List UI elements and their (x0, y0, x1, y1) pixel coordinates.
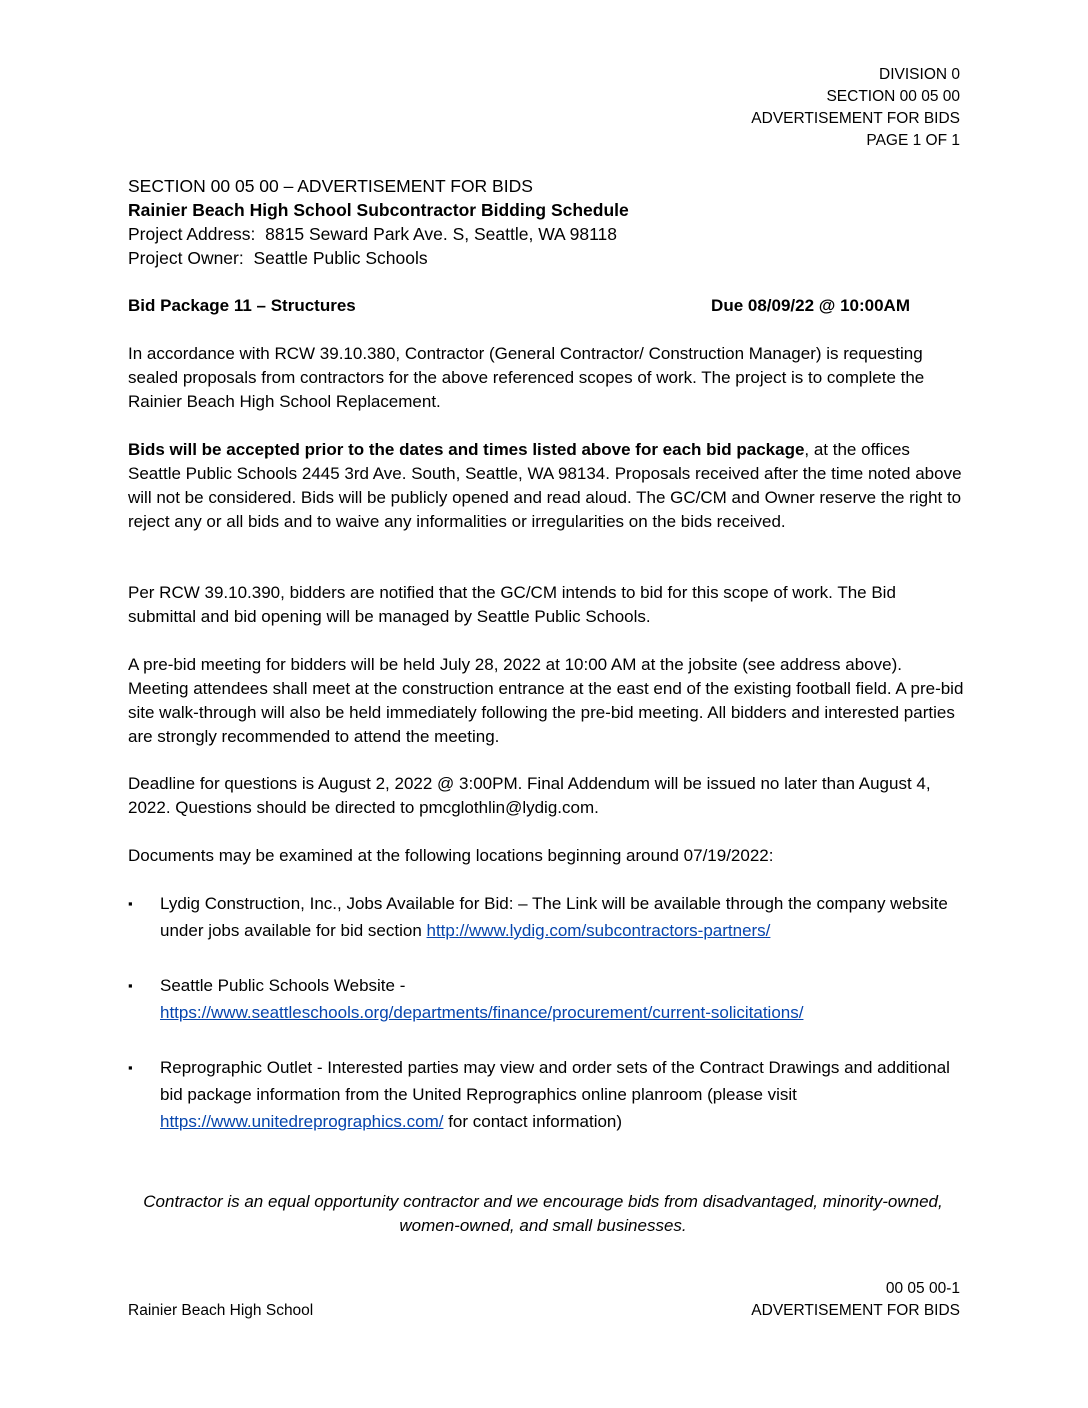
paragraph-5 (128, 772, 966, 820)
bid-package-name: Bid Package 11 – Structures (128, 296, 356, 315)
paragraph-6 (128, 844, 966, 868)
section-title: SECTION 00 05 00 – ADVERTISEMENT FOR BIDS (128, 176, 533, 196)
reprographics-link[interactable]: https://www.unitedreprographics.com/ (160, 1112, 444, 1131)
paragraph-4-text: A pre-bid meeting for bidders will be held July 28, 2022 at 10:00 AM at the jobsite (see address above). Meeting attendees shall meet at the construction entrance at the east end of the existing football field. A pre-bid site walk-through will also be held immediately following the pre-bid meeting. All bidders and interested parties are strongly recommended to attend the meeting. (128, 655, 964, 746)
paragraph-3 (128, 581, 966, 629)
location-item-sps (128, 972, 958, 1026)
location-text: Lydig Construction, Inc., Jobs Available for Bid: – The Link will be available through the company website under jobs available for bid section (160, 894, 948, 940)
paragraph-2-rest: , at the offices Seattle Public Schools 2445 3rd Ave. South, Seattle, WA 98134. Proposals received after the time noted above will not be considered. Bids will be publicly opened and read aloud. The GC/CM and Owner reserve the right to reject any or all bids and to waive any informalities or irregularities on the bids received. (128, 440, 962, 531)
paragraph-1-text: In accordance with RCW 39.10.380, Contractor (General Contractor/ Construction Manager) is requesting sealed proposals from contractors for the above referenced scopes of work. The project is to complete the Rainier Beach High School Replacement. (128, 344, 925, 411)
header-page: PAGE 1 OF 1 (866, 132, 960, 149)
paragraph-2-bold: Bids will be accepted prior to the dates and times listed above for each bid package (128, 440, 805, 459)
bid-package-due: Due 08/09/22 @ 10:00AM (711, 296, 910, 315)
equal-opportunity-statement: Contractor is an equal opportunity contractor and we encourage bids from disadvantaged, minority-owned, women-owned, and small businesses. (143, 1192, 943, 1235)
location-item-reprographic (128, 1054, 958, 1135)
title-block (128, 174, 629, 270)
bullet-square-icon: ▪ (128, 896, 133, 911)
bid-package-row (128, 294, 910, 318)
bullet-square-icon: ▪ (128, 1060, 133, 1075)
header-section: SECTION 00 05 00 (826, 88, 960, 105)
location-after: for contact information) (443, 1112, 623, 1131)
page-footer (751, 1278, 960, 1322)
bullet-square-icon: ▪ (128, 978, 133, 993)
lydig-link[interactable]: http://www.lydig.com/subcontractors-partners/ (426, 921, 771, 940)
paragraph-2 (128, 438, 966, 534)
project-title: Rainier Beach High School Subcontractor Bidding Schedule (128, 200, 629, 220)
location-text: Seattle Public Schools Website - (160, 976, 406, 995)
address-label: Project Address: (128, 224, 256, 244)
sps-link[interactable]: https://www.seattleschools.org/departments/finance/procurement/current-solicitations/ (160, 1003, 804, 1022)
paragraph-5-text: Deadline for questions is August 2, 2022 @ 3:00PM. Final Addendum will be issued no later than August 4, 2022. Questions should be directed to pmcglothlin@lydig.com. (128, 774, 931, 817)
location-text: Reprographic Outlet - Interested parties may view and order sets of the Contract Drawings and additional bid package information from the United Reprographics online planroom (please visit (160, 1058, 950, 1104)
footer-school: Rainier Beach High School (128, 1302, 314, 1319)
owner-value: Seattle Public Schools (253, 248, 428, 268)
paragraph-4 (128, 653, 966, 749)
footer-code: 00 05 00-1 (885, 1280, 960, 1297)
paragraph-2-text (128, 438, 966, 534)
paragraph-6-text: Documents may be examined at the following locations beginning around 07/19/2022: (128, 846, 774, 865)
header-division: DIVISION 0 (879, 66, 960, 83)
paragraph-1 (128, 342, 966, 414)
owner-label: Project Owner: (128, 248, 244, 268)
header-name: ADVERTISEMENT FOR BIDS (751, 110, 960, 127)
address-value: 8815 Seward Park Ave. S, Seattle, WA 98118 (265, 224, 617, 244)
project-address (128, 222, 629, 246)
page-header (751, 64, 960, 152)
location-item-lydig (128, 890, 958, 944)
footer-name: ADVERTISEMENT FOR BIDS (751, 1302, 960, 1319)
paragraph-3-text: Per RCW 39.10.390, bidders are notified that the GC/CM intends to bid for this scope of work. The Bid submittal and bid opening will be managed by Seattle Public Schools. (128, 583, 896, 626)
project-owner (128, 246, 629, 270)
